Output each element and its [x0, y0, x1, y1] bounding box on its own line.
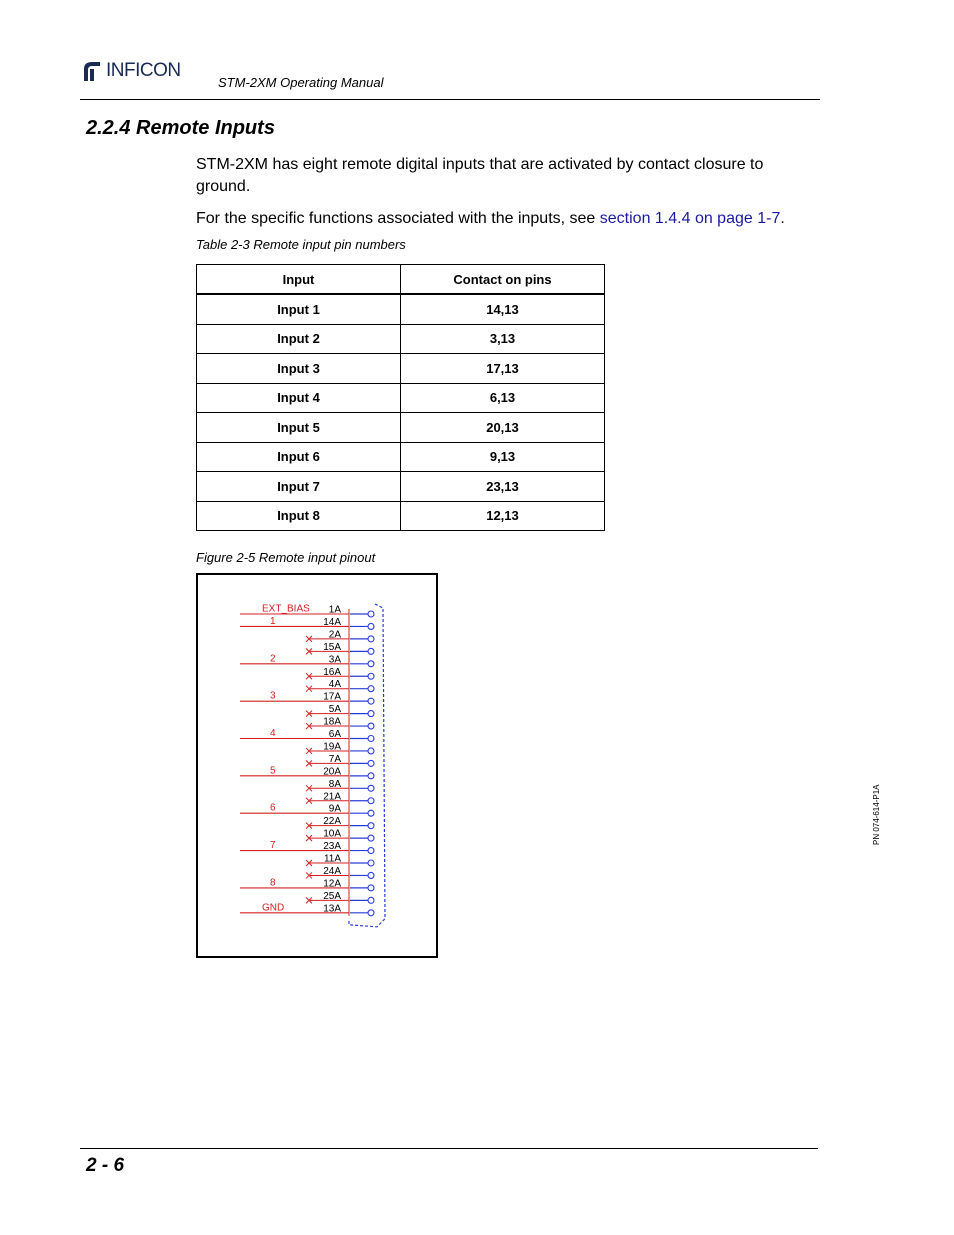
section-heading: 2.2.4 Remote Inputs: [86, 117, 275, 139]
pin-contact: [368, 810, 374, 816]
pin-label: 5A: [328, 704, 341, 716]
table-row: [197, 324, 605, 354]
pin-label: 10A: [323, 828, 341, 840]
input-cell: Input 6: [197, 442, 401, 472]
table-row: [197, 413, 605, 443]
pin-table: [196, 264, 605, 531]
logo-text: INFICON: [106, 60, 181, 81]
pin-contact: [368, 872, 374, 878]
intro-paragraph: STM-2XM has eight remote digital inputs that are activated by contact closure to ground.: [196, 156, 764, 195]
column-header-input: Input: [197, 265, 401, 295]
header-divider: [80, 99, 820, 100]
reference-paragraph: [196, 208, 811, 230]
manual-title: STM-2XM Operating Manual: [218, 75, 384, 90]
signal-label: 6: [270, 802, 276, 814]
section-link[interactable]: section 1.4.4 on page 1-7: [599, 210, 781, 227]
table-row: [197, 472, 605, 502]
signal-label: 3: [270, 690, 276, 702]
part-number: PN 074-614-P1A: [872, 784, 881, 845]
signal-label: 7: [270, 840, 276, 852]
table-row: [197, 501, 605, 531]
pin-label: 17A: [323, 691, 341, 703]
inficon-logo-icon: [80, 59, 104, 83]
pins-cell: 20,13: [401, 413, 605, 443]
pin-label: 22A: [323, 816, 341, 828]
pin-label: 11A: [323, 853, 341, 865]
pin-contact: [368, 760, 374, 766]
reference-text: For the specific functions associated with the inputs, see: [196, 210, 600, 227]
pin-label: 18A: [323, 716, 341, 728]
input-cell: Input 1: [197, 294, 401, 324]
pins-cell: 9,13: [401, 442, 605, 472]
pin-contact: [368, 910, 374, 916]
pin-label: 15A: [323, 641, 341, 653]
pin-contact: [368, 748, 374, 754]
reference-suffix: .: [780, 210, 785, 227]
pins-cell: 14,13: [401, 294, 605, 324]
pin-label: 3A: [328, 654, 341, 666]
pin-label: 4A: [328, 679, 341, 691]
signal-label: EXT_BIAS: [262, 603, 310, 615]
pin-contact: [368, 860, 374, 866]
table-caption: Table 2-3 Remote input pin numbers: [196, 237, 406, 252]
pin-label: 12A: [323, 878, 341, 890]
pin-contact: [368, 885, 374, 891]
table-row: [197, 383, 605, 413]
pin-contact: [368, 798, 374, 804]
table-header-row: [197, 265, 605, 295]
pin-table-wrapper: [196, 264, 605, 531]
table-row: [197, 442, 605, 472]
pin-contact: [368, 698, 374, 704]
column-header-contact: Contact on pins: [401, 265, 605, 295]
pin-label: 14A: [323, 616, 341, 628]
footer-divider: [80, 1148, 818, 1149]
pin-label: 16A: [323, 666, 341, 678]
pins-cell: 12,13: [401, 501, 605, 531]
input-cell: Input 3: [197, 354, 401, 384]
pin-contact: [368, 773, 374, 779]
pin-label: 7A: [328, 753, 341, 765]
pin-label: 2A: [328, 629, 341, 641]
pin-label: 13A: [323, 903, 341, 915]
inficon-logo: [80, 58, 181, 84]
pins-cell: 17,13: [401, 354, 605, 384]
pin-contact: [368, 611, 374, 617]
pins-cell: 3,13: [401, 324, 605, 354]
pinout-diagram: [198, 575, 436, 956]
pin-contact: [368, 835, 374, 841]
pin-label: 25A: [323, 890, 341, 902]
pin-label: 24A: [323, 865, 341, 877]
input-cell: Input 7: [197, 472, 401, 502]
pins-cell: 23,13: [401, 472, 605, 502]
pin-contact: [368, 711, 374, 717]
signal-label: 1: [270, 615, 276, 627]
input-cell: Input 8: [197, 501, 401, 531]
pin-contact: [368, 897, 374, 903]
pin-contact: [368, 736, 374, 742]
pin-contact: [368, 823, 374, 829]
page-number: 2 - 6: [86, 1155, 125, 1176]
pin-label: 19A: [323, 741, 341, 753]
signal-label: GND: [262, 902, 285, 914]
signal-label: 4: [270, 728, 276, 739]
pin-contact: [368, 723, 374, 729]
signal-label: 8: [270, 877, 276, 889]
pin-contact: [368, 848, 374, 854]
connector-shell: [349, 604, 385, 927]
pins-cell: 6,13: [401, 383, 605, 413]
pin-contact: [368, 623, 374, 629]
input-cell: Input 4: [197, 383, 401, 413]
pin-contact: [368, 686, 374, 692]
pin-contact: [368, 673, 374, 679]
pin-label: 21A: [323, 791, 341, 803]
pin-contact: [368, 636, 374, 642]
figure-caption: Figure 2-5 Remote input pinout: [196, 550, 376, 565]
signal-label: 2: [270, 653, 276, 665]
pin-contact: [368, 661, 374, 667]
pin-label: 6A: [328, 729, 341, 740]
input-cell: Input 5: [197, 413, 401, 443]
input-cell: Input 2: [197, 324, 401, 354]
pin-label: 1A: [328, 604, 341, 616]
signal-label: 5: [270, 765, 276, 777]
pinout-figure: [196, 573, 438, 958]
pin-contact: [368, 785, 374, 791]
pin-contact: [368, 648, 374, 654]
table-row: [197, 294, 605, 324]
table-row: [197, 354, 605, 384]
pin-label: 20A: [323, 766, 341, 778]
pin-label: 8A: [328, 778, 341, 790]
pin-label: 9A: [328, 803, 341, 815]
pin-label: 23A: [323, 841, 341, 853]
